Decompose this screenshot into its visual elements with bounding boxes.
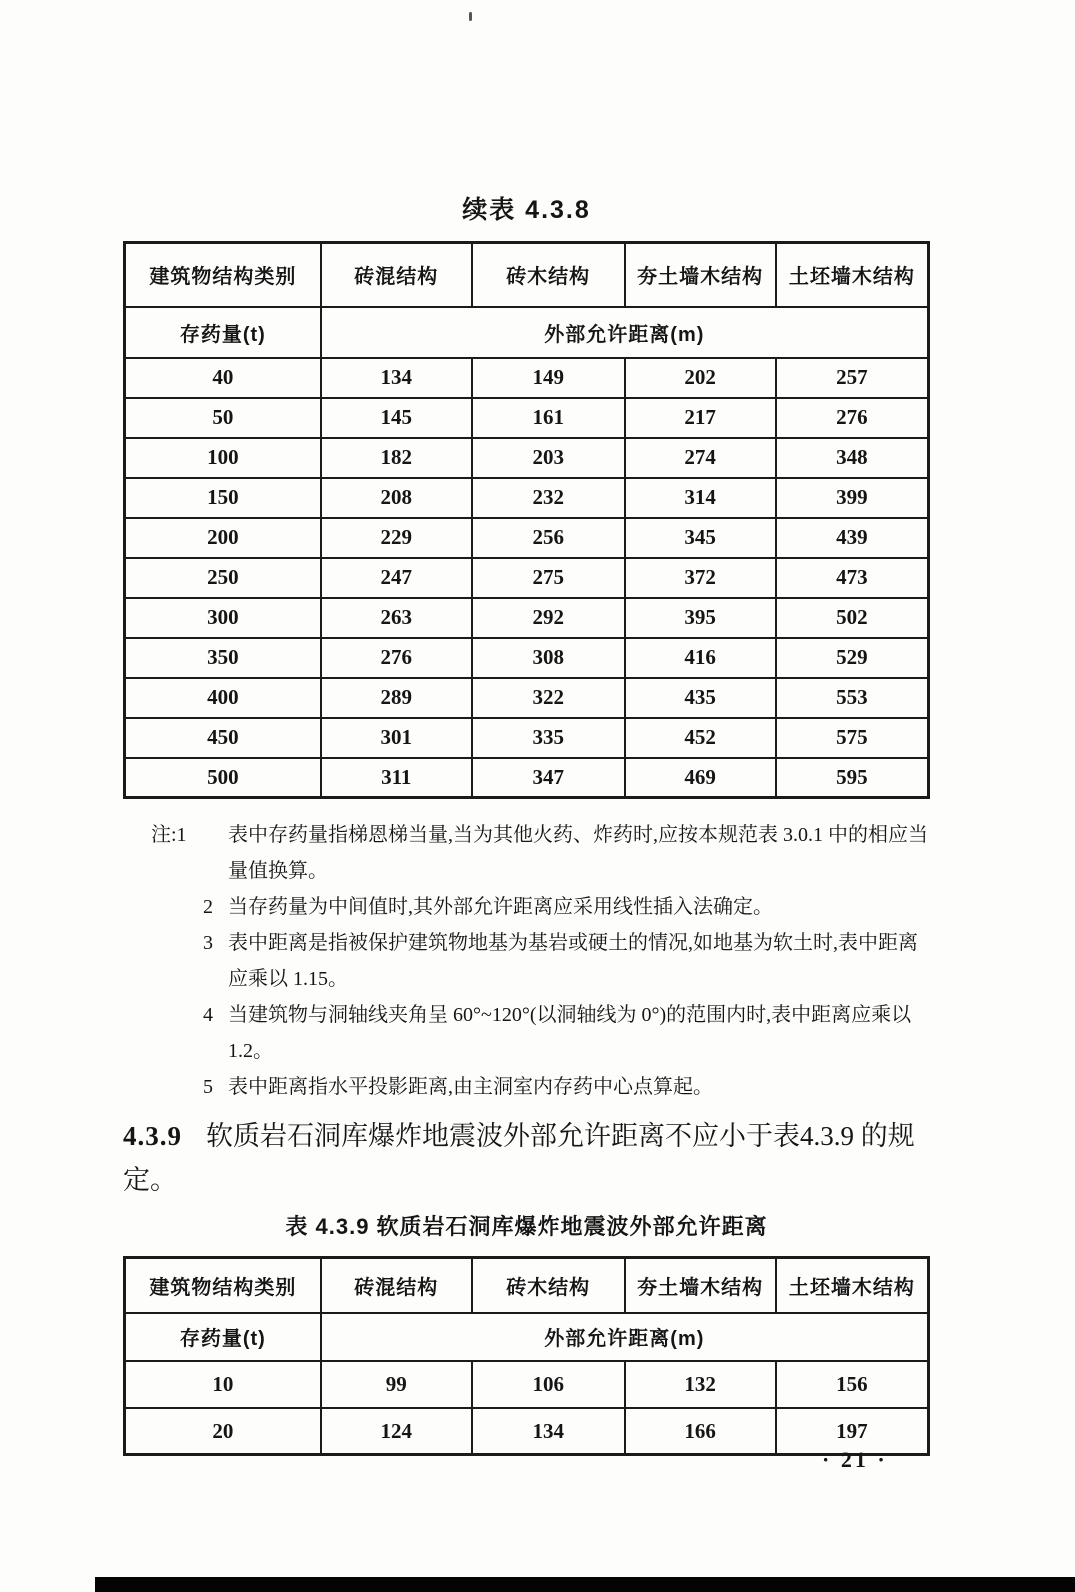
note-label: 注:1 bbox=[151, 824, 187, 846]
distance-value-cell: 132 bbox=[625, 1361, 776, 1408]
distance-value-cell: 308 bbox=[472, 638, 625, 678]
external-allowed-distance-header: 外部允许距离(m) bbox=[321, 307, 929, 358]
note-label: 4 bbox=[203, 1004, 213, 1026]
charge-quantity-cell: 350 bbox=[125, 638, 321, 678]
table-data-row bbox=[125, 558, 929, 598]
distance-value-cell: 502 bbox=[776, 598, 929, 638]
distance-value-cell: 372 bbox=[625, 558, 776, 598]
table-subheader-row bbox=[125, 1313, 929, 1361]
distance-value-cell: 275 bbox=[472, 558, 625, 598]
table-data-row bbox=[125, 398, 929, 438]
distance-value-cell: 435 bbox=[625, 678, 776, 718]
distance-value-cell: 314 bbox=[625, 478, 776, 518]
building-structure-category-header: 建筑物结构类别 bbox=[125, 1258, 321, 1313]
scan-edge-bar bbox=[95, 1577, 1075, 1592]
distance-value-cell: 149 bbox=[472, 358, 625, 398]
table-data-row bbox=[125, 758, 929, 798]
table-4-3-8 bbox=[123, 241, 930, 799]
charge-quantity-cell: 40 bbox=[125, 358, 321, 398]
note-item bbox=[151, 925, 930, 997]
charge-quantity-cell: 10 bbox=[125, 1361, 321, 1408]
page-content bbox=[123, 0, 930, 1456]
charge-quantity-cell: 300 bbox=[125, 598, 321, 638]
charge-quantity-cell: 400 bbox=[125, 678, 321, 718]
distance-value-cell: 208 bbox=[321, 478, 472, 518]
continued-table-title: 续表 4.3.8 bbox=[462, 196, 591, 224]
section-text: 软质岩石洞库爆炸地震波外部允许距离不应小于表4.3.9 的规定。 bbox=[123, 1121, 915, 1195]
adobe-wood-header: 土坯墙木结构 bbox=[776, 243, 929, 307]
note-text: 表中存药量指梯恩梯当量,当为其他火药、炸药时,应按本规范表 3.0.1 中的相应当量值换算。 bbox=[228, 824, 928, 882]
charge-quantity-cell: 50 bbox=[125, 398, 321, 438]
brick-wood-header: 砖木结构 bbox=[472, 1258, 625, 1313]
table-data-row bbox=[125, 1361, 929, 1408]
note-label: 5 bbox=[203, 1076, 213, 1098]
building-structure-category-header: 建筑物结构类别 bbox=[125, 243, 321, 307]
note-text: 表中距离指水平投影距离,由主洞室内存药中心点算起。 bbox=[228, 1076, 713, 1098]
distance-value-cell: 182 bbox=[321, 438, 472, 478]
notes-section bbox=[123, 817, 930, 1105]
distance-value-cell: 232 bbox=[472, 478, 625, 518]
charge-quantity-cell: 200 bbox=[125, 518, 321, 558]
table-data-row bbox=[125, 678, 929, 718]
distance-value-cell: 161 bbox=[472, 398, 625, 438]
distance-value-cell: 134 bbox=[321, 358, 472, 398]
distance-value-cell: 134 bbox=[472, 1408, 625, 1455]
distance-value-cell: 292 bbox=[472, 598, 625, 638]
table-header-row bbox=[125, 243, 929, 307]
distance-value-cell: 217 bbox=[625, 398, 776, 438]
distance-value-cell: 553 bbox=[776, 678, 929, 718]
charge-quantity-cell: 100 bbox=[125, 438, 321, 478]
distance-value-cell: 145 bbox=[321, 398, 472, 438]
distance-value-cell: 345 bbox=[625, 518, 776, 558]
distance-value-cell: 452 bbox=[625, 718, 776, 758]
page-number: · 21 · bbox=[822, 1447, 888, 1472]
distance-value-cell: 197 bbox=[776, 1408, 929, 1455]
distance-value-cell: 276 bbox=[321, 638, 472, 678]
distance-value-cell: 439 bbox=[776, 518, 929, 558]
table-subheader-row bbox=[125, 307, 929, 358]
charge-quantity-cell: 150 bbox=[125, 478, 321, 518]
distance-value-cell: 106 bbox=[472, 1361, 625, 1408]
section-number: 4.3.9 bbox=[123, 1121, 182, 1151]
distance-value-cell: 99 bbox=[321, 1361, 472, 1408]
note-label: 2 bbox=[203, 896, 213, 918]
rammed-earth-wood-header: 夯土墙木结构 bbox=[625, 1258, 776, 1313]
charge-quantity-cell: 20 bbox=[125, 1408, 321, 1455]
brick-concrete-header: 砖混结构 bbox=[321, 1258, 472, 1313]
distance-value-cell: 166 bbox=[625, 1408, 776, 1455]
table-body bbox=[125, 358, 929, 798]
distance-value-cell: 469 bbox=[625, 758, 776, 798]
table-4-3-9 bbox=[123, 1256, 930, 1456]
distance-value-cell: 203 bbox=[472, 438, 625, 478]
note-label: 3 bbox=[203, 932, 213, 954]
distance-value-cell: 348 bbox=[776, 438, 929, 478]
distance-value-cell: 301 bbox=[321, 718, 472, 758]
distance-value-cell: 473 bbox=[776, 558, 929, 598]
distance-value-cell: 335 bbox=[472, 718, 625, 758]
distance-value-cell: 399 bbox=[776, 478, 929, 518]
distance-value-cell: 395 bbox=[625, 598, 776, 638]
rammed-earth-wood-header: 夯土墙木结构 bbox=[625, 243, 776, 307]
distance-value-cell: 229 bbox=[321, 518, 472, 558]
distance-value-cell: 311 bbox=[321, 758, 472, 798]
note-item bbox=[151, 889, 930, 925]
table-data-row bbox=[125, 518, 929, 558]
charge-quantity-cell: 450 bbox=[125, 718, 321, 758]
brick-concrete-header: 砖混结构 bbox=[321, 243, 472, 307]
distance-value-cell: 276 bbox=[776, 398, 929, 438]
brick-wood-header: 砖木结构 bbox=[472, 243, 625, 307]
note-text: 当建筑物与洞轴线夹角呈 60°~120°(以洞轴线为 0°)的范围内时,表中距离应乘以 1.2。 bbox=[228, 1004, 912, 1062]
distance-value-cell: 416 bbox=[625, 638, 776, 678]
table-data-row bbox=[125, 478, 929, 518]
table-header-row bbox=[125, 1258, 929, 1313]
note-item bbox=[151, 997, 930, 1069]
table-data-row bbox=[125, 358, 929, 398]
distance-value-cell: 347 bbox=[472, 758, 625, 798]
note-item bbox=[151, 1069, 930, 1105]
distance-value-cell: 529 bbox=[776, 638, 929, 678]
note-text: 当存药量为中间值时,其外部允许距离应采用线性插入法确定。 bbox=[228, 896, 773, 918]
distance-value-cell: 247 bbox=[321, 558, 472, 598]
table-data-row bbox=[125, 718, 929, 758]
distance-value-cell: 257 bbox=[776, 358, 929, 398]
external-allowed-distance-header: 外部允许距离(m) bbox=[321, 1313, 929, 1361]
table-data-row bbox=[125, 638, 929, 678]
distance-value-cell: 156 bbox=[776, 1361, 929, 1408]
distance-value-cell: 202 bbox=[625, 358, 776, 398]
distance-value-cell: 595 bbox=[776, 758, 929, 798]
section-4-3-9 bbox=[123, 1115, 930, 1202]
note-text: 表中距离是指被保护建筑物地基为基岩或硬土的情况,如地基为软土时,表中距离应乘以 1.15。 bbox=[228, 932, 918, 990]
distance-value-cell: 124 bbox=[321, 1408, 472, 1455]
charge-quantity-cell: 500 bbox=[125, 758, 321, 798]
note-item bbox=[151, 817, 930, 889]
distance-value-cell: 575 bbox=[776, 718, 929, 758]
distance-value-cell: 263 bbox=[321, 598, 472, 638]
distance-value-cell: 256 bbox=[472, 518, 625, 558]
charge-quantity-header: 存药量(t) bbox=[125, 307, 321, 358]
adobe-wood-header: 土坯墙木结构 bbox=[776, 1258, 929, 1313]
distance-value-cell: 274 bbox=[625, 438, 776, 478]
table-4-3-9-title: 表 4.3.9 软质岩石洞库爆炸地震波外部允许距离 bbox=[285, 1214, 768, 1240]
charge-quantity-header: 存药量(t) bbox=[125, 1313, 321, 1361]
table-data-row bbox=[125, 438, 929, 478]
table-body bbox=[125, 1361, 929, 1455]
table-data-row bbox=[125, 1408, 929, 1455]
distance-value-cell: 289 bbox=[321, 678, 472, 718]
charge-quantity-cell: 250 bbox=[125, 558, 321, 598]
table-data-row bbox=[125, 598, 929, 638]
distance-value-cell: 322 bbox=[472, 678, 625, 718]
